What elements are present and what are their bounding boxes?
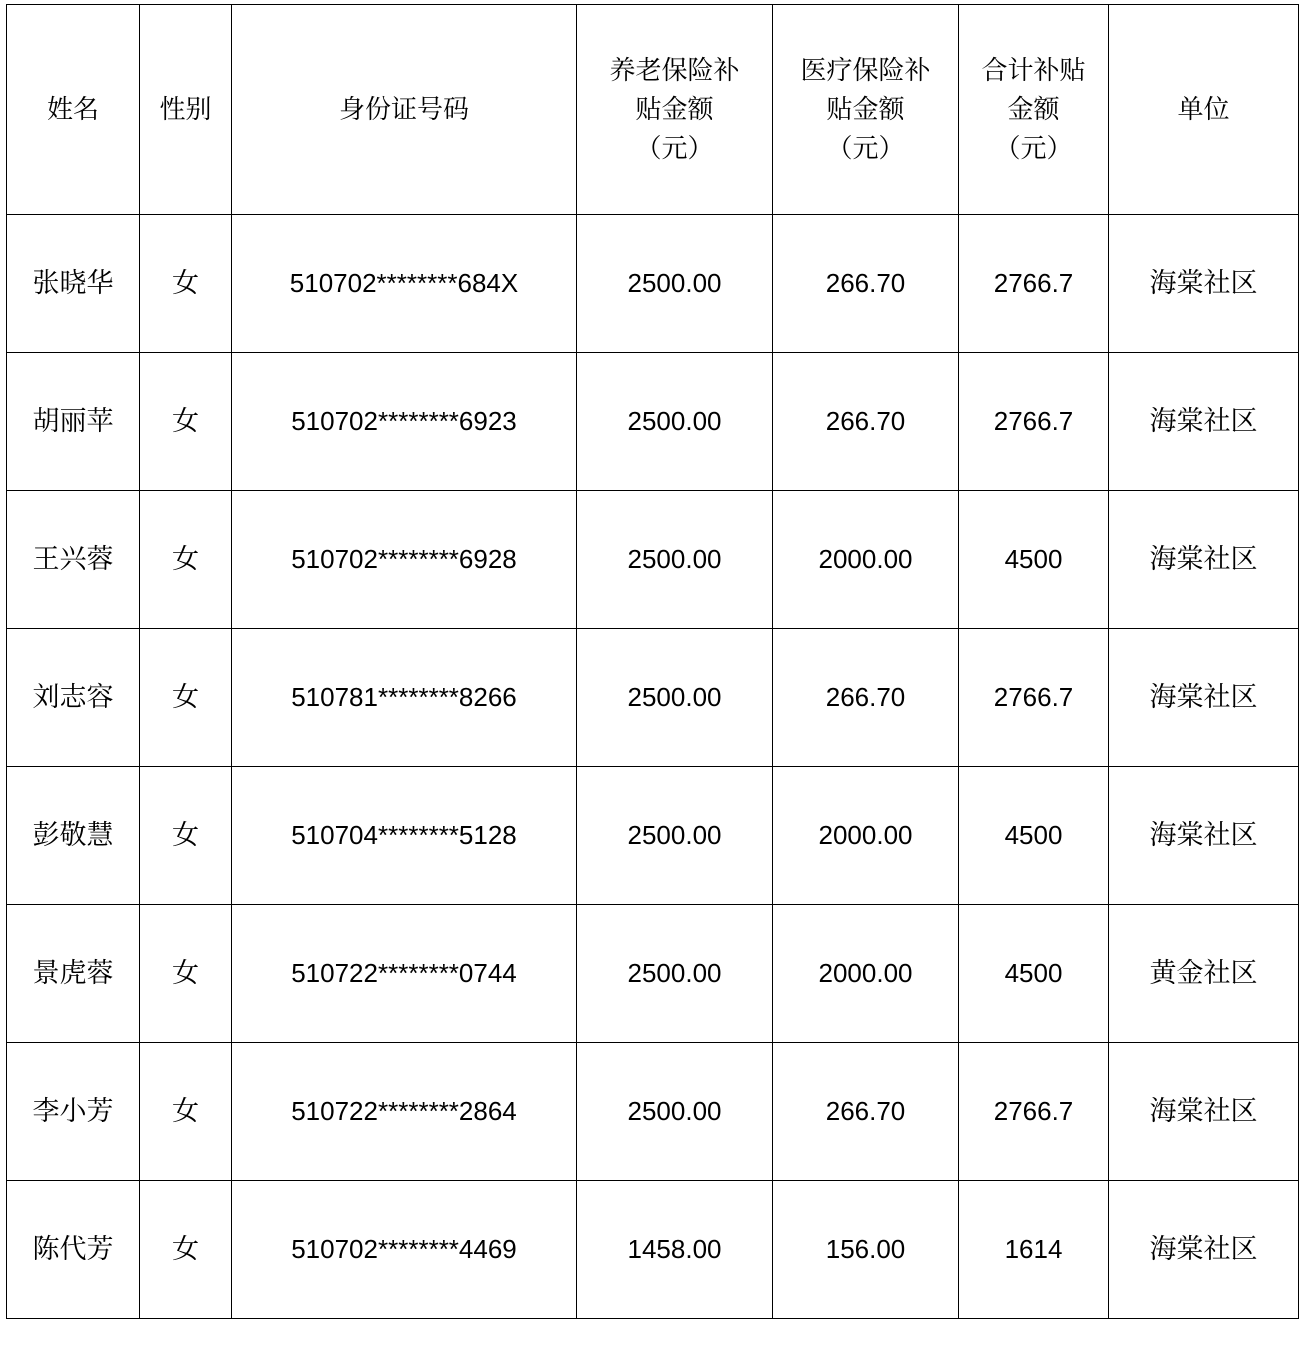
- cell-medical-subsidy: 2000.00: [773, 767, 959, 905]
- cell-total-subsidy: 2766.7: [959, 215, 1109, 353]
- table-row: [7, 491, 1299, 629]
- cell-total-subsidy: 1614: [959, 1181, 1109, 1319]
- cell-name: 李小芳: [7, 1043, 140, 1181]
- cell-total-subsidy: 4500: [959, 491, 1109, 629]
- cell-total-subsidy: 4500: [959, 905, 1109, 1043]
- table-row: [7, 215, 1299, 353]
- subsidy-table: [6, 4, 1299, 1319]
- table-row: [7, 767, 1299, 905]
- cell-medical-subsidy: 266.70: [773, 629, 959, 767]
- cell-gender: 女: [140, 905, 232, 1043]
- total-header-line-2: 金额: [1007, 95, 1060, 124]
- cell-medical-subsidy: 156.00: [773, 1181, 959, 1319]
- cell-unit: 海棠社区: [1109, 629, 1299, 767]
- total-header-line-1: 合计补贴: [981, 56, 1086, 85]
- cell-id-number: 510702********684X: [232, 215, 577, 353]
- table-row: [7, 1181, 1299, 1319]
- cell-unit: 海棠社区: [1109, 1043, 1299, 1181]
- column-header-id-number: 身份证号码: [232, 5, 577, 215]
- column-header-pension-subsidy: [577, 5, 773, 215]
- table-body: [7, 215, 1299, 1319]
- table-row: [7, 1043, 1299, 1181]
- cell-medical-subsidy: 2000.00: [773, 491, 959, 629]
- pension-header-line-2: 贴金额: [635, 95, 714, 124]
- cell-id-number: 510702********6928: [232, 491, 577, 629]
- cell-gender: 女: [140, 767, 232, 905]
- cell-total-subsidy: 2766.7: [959, 629, 1109, 767]
- table-row: [7, 629, 1299, 767]
- cell-pension-subsidy: 2500.00: [577, 1043, 773, 1181]
- medical-header-line-2: 贴金额: [826, 95, 905, 124]
- table-header-row: [7, 5, 1299, 215]
- table-header: [7, 5, 1299, 215]
- table-row: [7, 905, 1299, 1043]
- cell-id-number: 510702********4469: [232, 1181, 577, 1319]
- medical-header-line-1: 医疗保险补: [800, 56, 931, 85]
- column-header-medical-subsidy: [773, 5, 959, 215]
- column-header-name: 姓名: [7, 5, 140, 215]
- cell-name: 胡丽苹: [7, 353, 140, 491]
- cell-gender: 女: [140, 629, 232, 767]
- cell-medical-subsidy: 266.70: [773, 1043, 959, 1181]
- cell-unit: 海棠社区: [1109, 491, 1299, 629]
- cell-gender: 女: [140, 353, 232, 491]
- cell-name: 景虎蓉: [7, 905, 140, 1043]
- cell-pension-subsidy: 2500.00: [577, 491, 773, 629]
- cell-pension-subsidy: 2500.00: [577, 353, 773, 491]
- cell-unit: 海棠社区: [1109, 767, 1299, 905]
- cell-name: 张晓华: [7, 215, 140, 353]
- cell-unit: 海棠社区: [1109, 353, 1299, 491]
- cell-gender: 女: [140, 1181, 232, 1319]
- pension-header-line-3: （元）: [635, 134, 714, 163]
- medical-header-line-3: （元）: [826, 134, 905, 163]
- cell-gender: 女: [140, 491, 232, 629]
- cell-pension-subsidy: 2500.00: [577, 905, 773, 1043]
- cell-total-subsidy: 2766.7: [959, 353, 1109, 491]
- table-row: [7, 353, 1299, 491]
- column-header-gender: 性别: [140, 5, 232, 215]
- pension-header-line-1: 养老保险补: [609, 56, 740, 85]
- cell-id-number: 510722********2864: [232, 1043, 577, 1181]
- column-header-unit: 单位: [1109, 5, 1299, 215]
- cell-id-number: 510722********0744: [232, 905, 577, 1043]
- cell-name: 彭敬慧: [7, 767, 140, 905]
- cell-name: 陈代芳: [7, 1181, 140, 1319]
- cell-pension-subsidy: 1458.00: [577, 1181, 773, 1319]
- cell-unit: 海棠社区: [1109, 1181, 1299, 1319]
- column-header-total-subsidy: [959, 5, 1109, 215]
- cell-unit: 黄金社区: [1109, 905, 1299, 1043]
- cell-unit: 海棠社区: [1109, 215, 1299, 353]
- cell-pension-subsidy: 2500.00: [577, 215, 773, 353]
- cell-gender: 女: [140, 1043, 232, 1181]
- cell-gender: 女: [140, 215, 232, 353]
- cell-medical-subsidy: 266.70: [773, 353, 959, 491]
- cell-medical-subsidy: 2000.00: [773, 905, 959, 1043]
- cell-name: 王兴蓉: [7, 491, 140, 629]
- cell-id-number: 510702********6923: [232, 353, 577, 491]
- cell-id-number: 510704********5128: [232, 767, 577, 905]
- cell-pension-subsidy: 2500.00: [577, 629, 773, 767]
- cell-total-subsidy: 2766.7: [959, 1043, 1109, 1181]
- total-header-line-3: （元）: [994, 134, 1073, 163]
- cell-medical-subsidy: 266.70: [773, 215, 959, 353]
- cell-pension-subsidy: 2500.00: [577, 767, 773, 905]
- cell-total-subsidy: 4500: [959, 767, 1109, 905]
- cell-name: 刘志容: [7, 629, 140, 767]
- cell-id-number: 510781********8266: [232, 629, 577, 767]
